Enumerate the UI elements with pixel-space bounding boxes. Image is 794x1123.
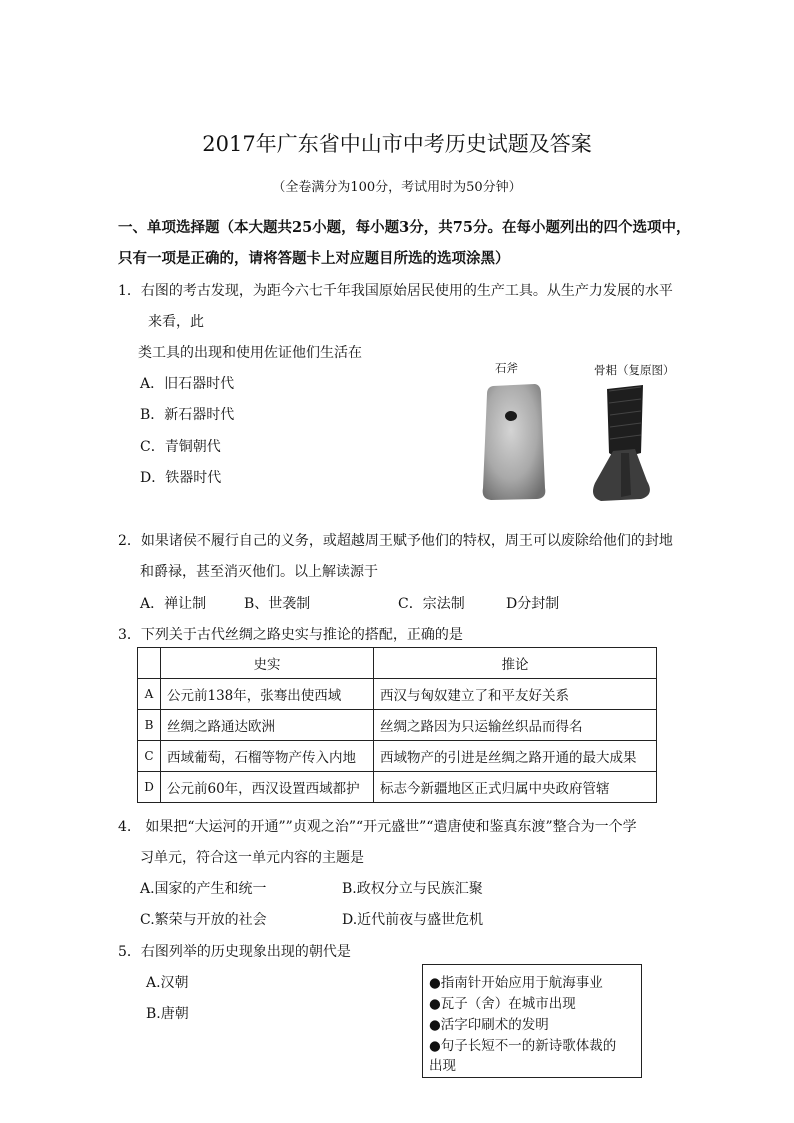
page-title: 2017年广东省中山市中考历史试题及答案 bbox=[202, 132, 592, 156]
q2-stem-line1: 2．如果诸侯不履行自己的义务，或超越周王赋予他们的特权，周王可以废除给他们的封地 bbox=[118, 533, 673, 549]
q4-option-c: C.繁荣与开放的社会 bbox=[140, 912, 267, 928]
q5-stem: 5．右图列举的历史现象出现的朝代是 bbox=[118, 944, 351, 960]
section-heading-line1: 一、单项选择题（本大题共25小题，每小题3分，共75分。在每小题列出的四个选项中， bbox=[118, 219, 691, 236]
q4-stem-line1: 4. 如果把“大运河的开通””贞观之治”“开元盛世”“遣唐使和鉴真东渡”整合为一个学 bbox=[118, 819, 637, 835]
row-inference: 标志今新疆地区正式归属中央政府管辖 bbox=[374, 772, 657, 803]
q4-option-a: A.国家的产生和统一 bbox=[140, 881, 267, 897]
bone-spade-label: 骨耜（复原图） bbox=[594, 363, 675, 377]
row-key: C bbox=[138, 741, 161, 772]
q2-option-b: B、世袭制 bbox=[244, 596, 311, 612]
table-header-inference: 推论 bbox=[374, 648, 657, 679]
row-fact: 公元前60年，西汉设置西域都护 bbox=[161, 772, 374, 803]
row-inference: 丝绸之路因为只运输丝织品而得名 bbox=[374, 710, 657, 741]
row-inference: 西域物产的引进是丝绸之路开通的最大成果 bbox=[374, 741, 657, 772]
q4-option-d: D.近代前夜与盛世危机 bbox=[342, 912, 484, 928]
q5-option-a: A.汉朝 bbox=[146, 975, 189, 991]
q1-stem-line2: 来看，此 bbox=[148, 314, 204, 330]
q3-table bbox=[137, 647, 657, 803]
fact-item: ●句子长短不一的新诗歌体裁的 bbox=[429, 1038, 617, 1054]
q1-stem-line1: 1．右图的考古发现，为距今六七千年我国原始居民使用的生产工具。从生产力发展的水平 bbox=[118, 283, 673, 299]
row-key: D bbox=[138, 772, 161, 803]
table-header-fact: 史实 bbox=[161, 648, 374, 679]
exam-info: （全卷满分为100分，考试用时为50分钟） bbox=[272, 180, 522, 195]
q3-stem: 3．下列关于古代丝绸之路史实与推论的搭配，正确的是 bbox=[118, 627, 463, 643]
table-row bbox=[138, 741, 657, 772]
section-heading-line2: 只有一项是正确的，请将答题卡上对应题目所选的选项涂黑） bbox=[118, 250, 510, 267]
row-fact: 西域葡萄，石榴等物产传入内地 bbox=[161, 741, 374, 772]
row-fact: 公元前138年，张骞出使西域 bbox=[161, 679, 374, 710]
row-fact: 丝绸之路通达欧洲 bbox=[161, 710, 374, 741]
q2-option-a: A．禅让制 bbox=[140, 596, 207, 612]
table-header-key bbox=[138, 648, 161, 679]
fact-item: ●指南针开始应用于航海事业 bbox=[429, 975, 603, 991]
q2-option-c: C．宗法制 bbox=[398, 596, 465, 612]
fact-item: 出现 bbox=[429, 1058, 456, 1074]
q4-option-b: B.政权分立与民族汇聚 bbox=[342, 881, 483, 897]
table-row bbox=[138, 679, 657, 710]
stone-axe-label: 石斧 bbox=[495, 361, 518, 375]
q5-fact-box bbox=[422, 964, 642, 1078]
q1-option-d: D．铁器时代 bbox=[140, 470, 222, 486]
fact-item: ●瓦子（舍）在城市出现 bbox=[429, 996, 576, 1012]
q4-stem-line2: 习单元，符合这一单元内容的主题是 bbox=[140, 850, 364, 866]
table-header-row bbox=[138, 648, 657, 679]
q1-stem-line3: 类工具的出现和使用佐证他们生活在 bbox=[138, 345, 362, 361]
row-inference: 西汉与匈奴建立了和平友好关系 bbox=[374, 679, 657, 710]
row-key: A bbox=[138, 679, 161, 710]
q1-option-b: B．新石器时代 bbox=[140, 407, 235, 423]
row-key: B bbox=[138, 710, 161, 741]
stone-axe-image bbox=[475, 380, 555, 505]
fact-item: ●活字印刷术的发明 bbox=[429, 1017, 549, 1033]
table-row bbox=[138, 710, 657, 741]
q1-option-c: C．青铜朝代 bbox=[140, 439, 221, 455]
q1-option-a: A．旧石器时代 bbox=[140, 376, 235, 392]
table-row bbox=[138, 772, 657, 803]
q2-stem-line2: 和爵禄，甚至消灭他们。以上解读源于 bbox=[140, 564, 378, 580]
q2-option-d: D分封制 bbox=[506, 596, 560, 612]
bone-spade-image bbox=[585, 383, 665, 505]
q5-option-b: B.唐朝 bbox=[146, 1006, 189, 1022]
